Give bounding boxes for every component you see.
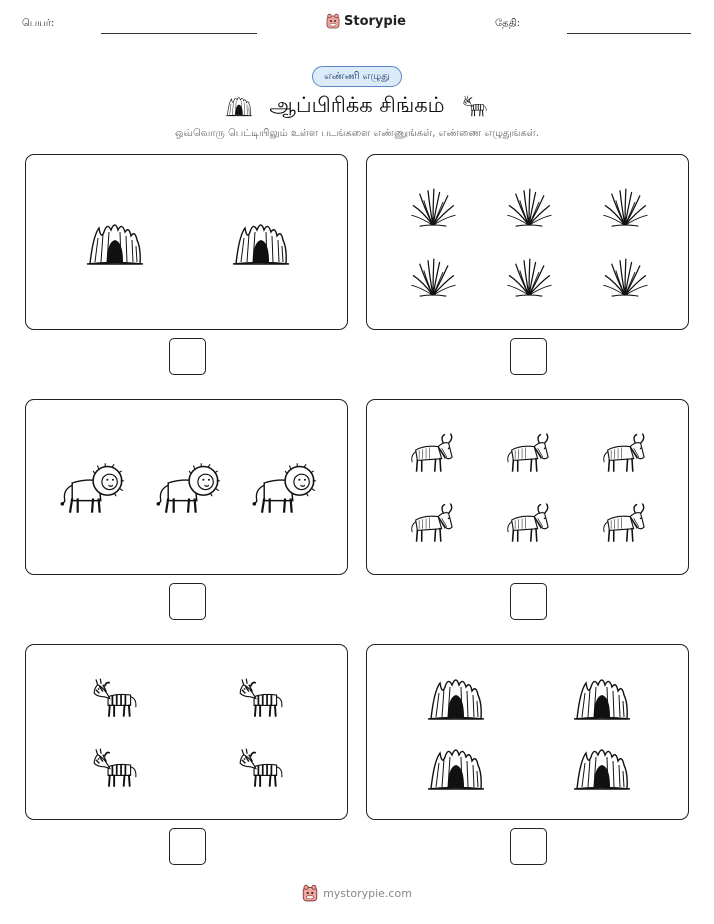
storypie-mascot-icon	[326, 13, 340, 29]
bush-with-den-picture	[231, 218, 291, 268]
counting-card	[25, 399, 348, 575]
bush-with-den-picture	[426, 743, 486, 793]
answer-box[interactable]	[169, 583, 206, 620]
lion-picture	[251, 461, 317, 516]
lion-picture	[155, 461, 221, 516]
zebra-picture	[235, 676, 287, 719]
name-label: பெயர்:	[22, 18, 55, 29]
counting-card	[25, 154, 348, 330]
answer-box[interactable]	[510, 828, 547, 865]
brand-name: Storypie	[344, 13, 406, 29]
date-field[interactable]	[567, 33, 691, 34]
bush-with-den-picture	[426, 673, 486, 723]
counting-card	[366, 399, 689, 575]
answer-box[interactable]	[169, 338, 206, 375]
answer-box[interactable]	[510, 583, 547, 620]
zebra-picture	[235, 746, 287, 789]
grass-tuft-picture	[408, 257, 458, 299]
brand-logo	[326, 13, 406, 29]
counting-card	[25, 644, 348, 820]
footer	[0, 884, 714, 902]
grass-tuft-picture	[600, 187, 650, 229]
footer-site: mystorypie.com	[323, 886, 412, 900]
answer-box[interactable]	[169, 828, 206, 865]
answer-box[interactable]	[510, 338, 547, 375]
counting-card	[366, 154, 689, 330]
wildebeest-picture	[599, 501, 651, 544]
bush-with-den-picture	[85, 218, 145, 268]
wildebeest-picture	[407, 501, 459, 544]
wildebeest-picture	[503, 501, 555, 544]
zebra-icon	[461, 92, 489, 120]
grass-tuft-picture	[504, 187, 554, 229]
counting-card	[366, 644, 689, 820]
worksheet-type-badge: எண்ணி எழுது	[312, 66, 402, 87]
lion-picture	[59, 461, 125, 516]
bush-icon	[225, 93, 253, 119]
bush-with-den-picture	[572, 673, 632, 723]
date-label: தேதி:	[495, 18, 521, 29]
zebra-picture	[89, 676, 141, 719]
grass-tuft-picture	[504, 257, 554, 299]
wildebeest-picture	[503, 431, 555, 474]
storypie-mascot-icon	[302, 884, 318, 902]
wildebeest-picture	[407, 431, 459, 474]
grass-tuft-picture	[408, 187, 458, 229]
instruction-text: ஒவ்வொரு பெட்டியிலும் உள்ள படங்களை எண்ணுங்கள், எண்ணை எழுதுங்கள்.	[175, 128, 539, 139]
grass-tuft-picture	[600, 257, 650, 299]
bush-with-den-picture	[572, 743, 632, 793]
name-field[interactable]	[101, 33, 257, 34]
wildebeest-picture	[599, 431, 651, 474]
zebra-picture	[89, 746, 141, 789]
title-row	[0, 90, 714, 122]
page-title: ஆப்பிரிக்க சிங்கம்	[269, 92, 445, 117]
